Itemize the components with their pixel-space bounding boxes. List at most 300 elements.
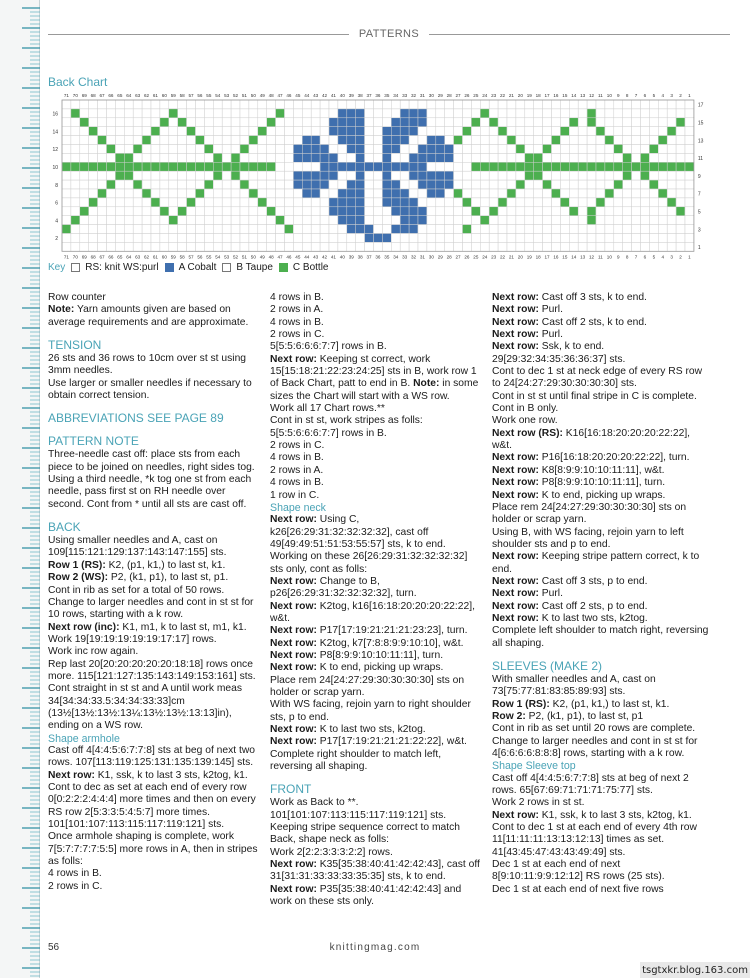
key-item-label: RS: knit WS:purl [85, 262, 159, 273]
chart-cell [427, 242, 436, 251]
chart-cell [525, 153, 534, 162]
row-label: Next row: [492, 464, 539, 476]
chart-cell [213, 189, 222, 198]
chart-cell [178, 216, 187, 225]
chart-cell [480, 127, 489, 136]
column-number: 61 [152, 93, 159, 98]
chart-cell [658, 109, 667, 118]
chart-cell [62, 118, 71, 127]
chart-cell [489, 198, 498, 207]
chart-cell [578, 109, 587, 118]
front-row [492, 477, 712, 489]
row-label: Next row: [270, 724, 317, 736]
chart-cell [614, 189, 623, 198]
chart-cell [196, 100, 205, 109]
chart-cell [178, 127, 187, 136]
chart-cell [480, 136, 489, 145]
chart-cell [685, 162, 694, 171]
column-number: 38 [357, 254, 363, 260]
row-label: Next row: [492, 316, 539, 328]
chart-cell [409, 145, 418, 154]
neck-row [270, 514, 482, 551]
column-number: 46 [286, 93, 292, 98]
chart-cell [160, 162, 169, 171]
chart-cell [267, 145, 276, 154]
chart-cell [356, 109, 365, 118]
chart-cell [463, 189, 472, 198]
chart-cell [302, 136, 311, 145]
chart-cell [320, 234, 329, 243]
row-text: K35[35:38:40:41:42:42:43], cast off 31[31:31:33:33:33:35:35] sts, k to end. [270, 859, 480, 883]
chart-cell [614, 171, 623, 180]
column-number: 66 [108, 254, 114, 260]
chart-cell [382, 216, 391, 225]
chart-cell [578, 189, 587, 198]
column-number: 45 [295, 254, 301, 260]
chart-cell [80, 189, 89, 198]
chart-cell [658, 153, 667, 162]
chart-cell [552, 198, 561, 207]
chart-cell [623, 225, 632, 234]
column-number: 10 [606, 93, 612, 98]
chart-cell [623, 118, 632, 127]
chart-cell [667, 109, 676, 118]
chart-cell [463, 225, 472, 234]
chart-cell [454, 180, 463, 189]
chart-cell [98, 216, 107, 225]
chart-cell [658, 127, 667, 136]
stripe-line: 4 rows in B. [270, 316, 324, 328]
back-inc-again: Work inc row again. [48, 646, 139, 658]
column-number: 10 [606, 254, 612, 260]
note-text: in some sizes the Chart will start with a WS row. [270, 378, 479, 402]
chart-cell [169, 180, 178, 189]
chart-cell [560, 189, 569, 198]
row-number-right: 5 [697, 209, 701, 216]
chart-cell [115, 189, 124, 198]
chart-cell [560, 145, 569, 154]
chart-cell [258, 118, 267, 127]
chart-cell [498, 109, 507, 118]
chart-cell [98, 198, 107, 207]
chart-cell [632, 225, 641, 234]
chart-cell [62, 225, 71, 234]
chart-cell [302, 234, 311, 243]
row-text: Cast off 3 sts, k to end. [538, 292, 647, 303]
chart-cell [445, 180, 454, 189]
chart-cell [667, 118, 676, 127]
chart-cell [463, 100, 472, 109]
chart-cell [213, 234, 222, 243]
chart-cell [107, 180, 116, 189]
chart-cell [329, 216, 338, 225]
chart-cell [578, 234, 587, 243]
chart-cell [151, 100, 160, 109]
chart-cell [302, 242, 311, 251]
chart-cell [169, 234, 178, 243]
column-number: 9 [616, 254, 620, 260]
chart-cell [311, 189, 320, 198]
chart-cell [676, 136, 685, 145]
neck-row [270, 601, 482, 626]
column-number: 15 [562, 93, 568, 98]
chart-cell [133, 136, 142, 145]
row-text: K1, ssk, k to last 3 sts, k2tog, k1. [538, 809, 692, 821]
chart-cell [543, 234, 552, 243]
chart-cell [133, 189, 142, 198]
chart-cell [365, 171, 374, 180]
chart-cell [641, 162, 650, 171]
chart-cell [676, 225, 685, 234]
chart-cell [543, 153, 552, 162]
chart-cell [222, 216, 231, 225]
chart-cell [276, 225, 285, 234]
chart-cell [98, 118, 107, 127]
chart-cell [605, 162, 614, 171]
chart-cell [667, 225, 676, 234]
chart-cell [498, 225, 507, 234]
chart-cell [142, 162, 151, 171]
chart-cell [587, 145, 596, 154]
row-text: Using C, k26[26:29:31:32:32:32:32], cast off 49[49:49:51:51:53:55:57] sts, k to end. [270, 514, 446, 550]
chart-cell [285, 136, 294, 145]
chart-cell [623, 145, 632, 154]
chart-cell [240, 242, 249, 251]
row-label: Next row: [270, 600, 317, 612]
row-number-right: 7 [697, 191, 701, 198]
neck-row [270, 576, 482, 601]
chart-cell [641, 242, 650, 251]
chart-cell [578, 225, 587, 234]
chart-cell [107, 100, 116, 109]
column-number: 8 [625, 93, 629, 98]
chart-cell [196, 207, 205, 216]
chart-cell [89, 234, 98, 243]
column-number: 8 [625, 254, 629, 260]
chart-cell [347, 198, 356, 207]
chart-cell [222, 153, 231, 162]
chart-cell [338, 207, 347, 216]
chart-cell [463, 145, 472, 154]
row-label: Next row: [492, 809, 539, 821]
column-number: 60 [161, 254, 167, 260]
chart-cell [525, 100, 534, 109]
chart-cell [285, 145, 294, 154]
column-number: 63 [135, 254, 141, 260]
row-label: Next row: [270, 662, 317, 674]
sleeve-text: Cont to dec 1 st at each end of every 4th row 11[11:11:11:13:13:12:13] times as set. [492, 822, 697, 846]
chart-cell [685, 127, 694, 136]
chart-cell [267, 136, 276, 145]
key-swatch-taupe [222, 263, 231, 272]
chart-cell [98, 127, 107, 136]
chart-cell [356, 136, 365, 145]
chart-cell [427, 145, 436, 154]
row-label: Row 1 (RS): [48, 559, 106, 571]
chart-cell [196, 171, 205, 180]
sleeve-row [492, 711, 712, 723]
page-number: 56 [48, 942, 60, 953]
chart-cell [169, 118, 178, 127]
chart-cell [543, 207, 552, 216]
chart-cell [641, 127, 650, 136]
chart-cell [516, 162, 525, 171]
chart-cell [489, 136, 498, 145]
chart-cell [107, 136, 116, 145]
chart-cell [329, 180, 338, 189]
chart-cell [569, 136, 578, 145]
chart-cell [329, 225, 338, 234]
chart-cell [80, 100, 89, 109]
chart-cell [374, 153, 383, 162]
chart-cell [454, 127, 463, 136]
chart-cell [249, 136, 258, 145]
chart-cell [391, 136, 400, 145]
sleeve-text: Work 2 rows in st st. [492, 797, 585, 809]
chart-cell [480, 234, 489, 243]
chart-cell [641, 207, 650, 216]
chart-cell [204, 171, 213, 180]
chart-cell [133, 145, 142, 154]
chart-cell [80, 153, 89, 162]
chart-cell [276, 207, 285, 216]
chart-cell [560, 109, 569, 118]
chart-cell [196, 189, 205, 198]
chart-cell [596, 162, 605, 171]
armhole-complete: Once armhole shaping is complete, work 7[5:7:7:7:7:5:5] more rows in A, then in stripes as folls: [48, 831, 258, 868]
chart-cell [302, 216, 311, 225]
chart-cell [169, 189, 178, 198]
chart-cell [445, 145, 454, 154]
chart-cell [347, 162, 356, 171]
chart-cell [578, 153, 587, 162]
chart-cell [365, 153, 374, 162]
chart-cell [98, 145, 107, 154]
chart-cell [107, 198, 116, 207]
column-number: 42 [321, 254, 328, 260]
chart-cell [569, 216, 578, 225]
chart-cell [400, 234, 409, 243]
column-number: 19 [526, 254, 532, 260]
chart-cell [560, 180, 569, 189]
chart-cell [552, 242, 561, 251]
row-text: K2tog, k16[16:18:20:20:20:22:22], w&t. [270, 600, 475, 624]
chart-cell [400, 216, 409, 225]
chart-cell [569, 225, 578, 234]
chart-cell [302, 162, 311, 171]
chart-cell [685, 198, 694, 207]
chart-cell [276, 145, 285, 154]
chart-cell [632, 180, 641, 189]
chart-cell [543, 198, 552, 207]
chart-cell [115, 127, 124, 136]
chart-cell [454, 234, 463, 243]
chart-cell [204, 162, 213, 171]
chart-cell [543, 100, 552, 109]
chart-cell [98, 162, 107, 171]
chart-cell [641, 216, 650, 225]
chart-cell [285, 109, 294, 118]
chart-cell [115, 109, 124, 118]
column-number: 17 [544, 254, 550, 260]
chart-cell [293, 145, 302, 154]
chart-cell [329, 162, 338, 171]
chart-cell [374, 234, 383, 243]
chart-cell [285, 153, 294, 162]
chart-cell [507, 145, 516, 154]
chart-cell [649, 127, 658, 136]
chart-cell [329, 198, 338, 207]
chart-cell [71, 171, 80, 180]
column-number: 18 [535, 254, 541, 260]
column-number: 5 [652, 93, 656, 98]
chart-cell [89, 109, 98, 118]
chart-cell [169, 198, 178, 207]
chart-cell [552, 127, 561, 136]
row-text: Ssk, k to end. [538, 341, 605, 353]
chart-cell [560, 216, 569, 225]
chart-cell [151, 127, 160, 136]
chart-cell [356, 180, 365, 189]
front-text: Place rem 24[24:27:29:30:30:30:30] sts on holder or scrap yarn. [492, 501, 687, 526]
column-number: 62 [143, 254, 150, 260]
chart-cell [543, 242, 552, 251]
column-number: 71 [63, 254, 70, 260]
column-number: 26 [464, 93, 470, 98]
column-number: 52 [232, 254, 239, 260]
chart-cell [463, 207, 472, 216]
chart-cell [471, 234, 480, 243]
chart-cell [80, 198, 89, 207]
chart-cell [596, 198, 605, 207]
chart-cell [658, 171, 667, 180]
chart-cell [587, 153, 596, 162]
chart-cell [107, 153, 116, 162]
chart-cell [258, 162, 267, 171]
chart-cell [676, 145, 685, 154]
chart-cell [614, 198, 623, 207]
chart-cell [649, 180, 658, 189]
chart-cell [89, 153, 98, 162]
chart-cell [552, 216, 561, 225]
chart-cell [124, 198, 133, 207]
chart-cell [409, 171, 418, 180]
front-text: Using B, with WS facing, rejoin yarn to left shoulder sts and p to end. [492, 526, 684, 550]
chart-cell [133, 198, 142, 207]
chart-cell [685, 136, 694, 145]
chart-cell [471, 109, 480, 118]
chart-cell [258, 171, 267, 180]
chart-cell [418, 171, 427, 180]
chart-cell [213, 242, 222, 251]
chart-cell [676, 189, 685, 198]
chart-cell [552, 145, 561, 154]
header-rule-left [48, 34, 349, 35]
chart-cell [142, 136, 151, 145]
chart-cell [436, 127, 445, 136]
chart-cell [98, 207, 107, 216]
key-item-label: A Cobalt [178, 262, 217, 273]
chart-cell [285, 216, 294, 225]
chart-cell [285, 234, 294, 243]
chart-cell [409, 136, 418, 145]
sleeve-text: With smaller needles and A, cast on 73[75:77:81:83:85:89:93] sts. [492, 673, 656, 698]
chart-cell [320, 225, 329, 234]
chart-cell [507, 136, 516, 145]
chart-cell [436, 225, 445, 234]
chart-cell [587, 127, 596, 136]
column-number: 20 [517, 93, 523, 98]
chart-cell [507, 100, 516, 109]
chart-cell [320, 180, 329, 189]
row-text: Keeping stripe pattern correct, k to end. [492, 551, 700, 575]
chart-cell [516, 109, 525, 118]
chart-cell [124, 225, 133, 234]
chart-cell [356, 100, 365, 109]
key-item-bottle [279, 262, 329, 273]
chart-cell [365, 100, 374, 109]
chart-cell [258, 180, 267, 189]
key-label: Key [48, 262, 66, 273]
chart-cell [623, 171, 632, 180]
chart-cell [649, 162, 658, 171]
chart-cell [507, 207, 516, 216]
chart-cell [311, 225, 320, 234]
chart-cell [222, 100, 231, 109]
chart-cell [676, 180, 685, 189]
chart-cell [285, 171, 294, 180]
chart-cell [587, 198, 596, 207]
chart-cell [427, 127, 436, 136]
chart-cell [204, 118, 213, 127]
row-label: Next row: [270, 353, 317, 365]
chart-cell [276, 109, 285, 118]
chart-cell [204, 145, 213, 154]
chart-cell [685, 234, 694, 243]
chart-cell [124, 136, 133, 145]
column-number: 4 [661, 93, 665, 98]
chart-cell [543, 171, 552, 180]
chart-cell [427, 198, 436, 207]
row-label: Row 2: [492, 711, 526, 722]
chart-cell [187, 234, 196, 243]
chart-cell [231, 162, 240, 171]
chart-cell [169, 216, 178, 225]
stripe-line: 2 rows in C. [270, 440, 325, 452]
chart-cell [382, 207, 391, 216]
chart-cell [587, 162, 596, 171]
chart-cell [605, 189, 614, 198]
chart-cell [534, 109, 543, 118]
chart-cell [347, 216, 356, 225]
chart-cell [293, 180, 302, 189]
chart-key [48, 262, 329, 273]
row-label: Next row: [492, 489, 539, 501]
column-number: 45 [295, 93, 301, 98]
chart-cell [80, 109, 89, 118]
chart-cell [196, 234, 205, 243]
chart-cell [667, 242, 676, 251]
front-row [492, 576, 712, 588]
chart-cell [658, 242, 667, 251]
chart-cell [187, 127, 196, 136]
abbreviations-heading: ABBREVIATIONS SEE PAGE 89 [48, 411, 224, 426]
chart-cell [489, 118, 498, 127]
chart-cell [480, 171, 489, 180]
chart-cell [382, 225, 391, 234]
chart-cell [641, 100, 650, 109]
stripe-line: 4 rows in B. [270, 292, 324, 303]
